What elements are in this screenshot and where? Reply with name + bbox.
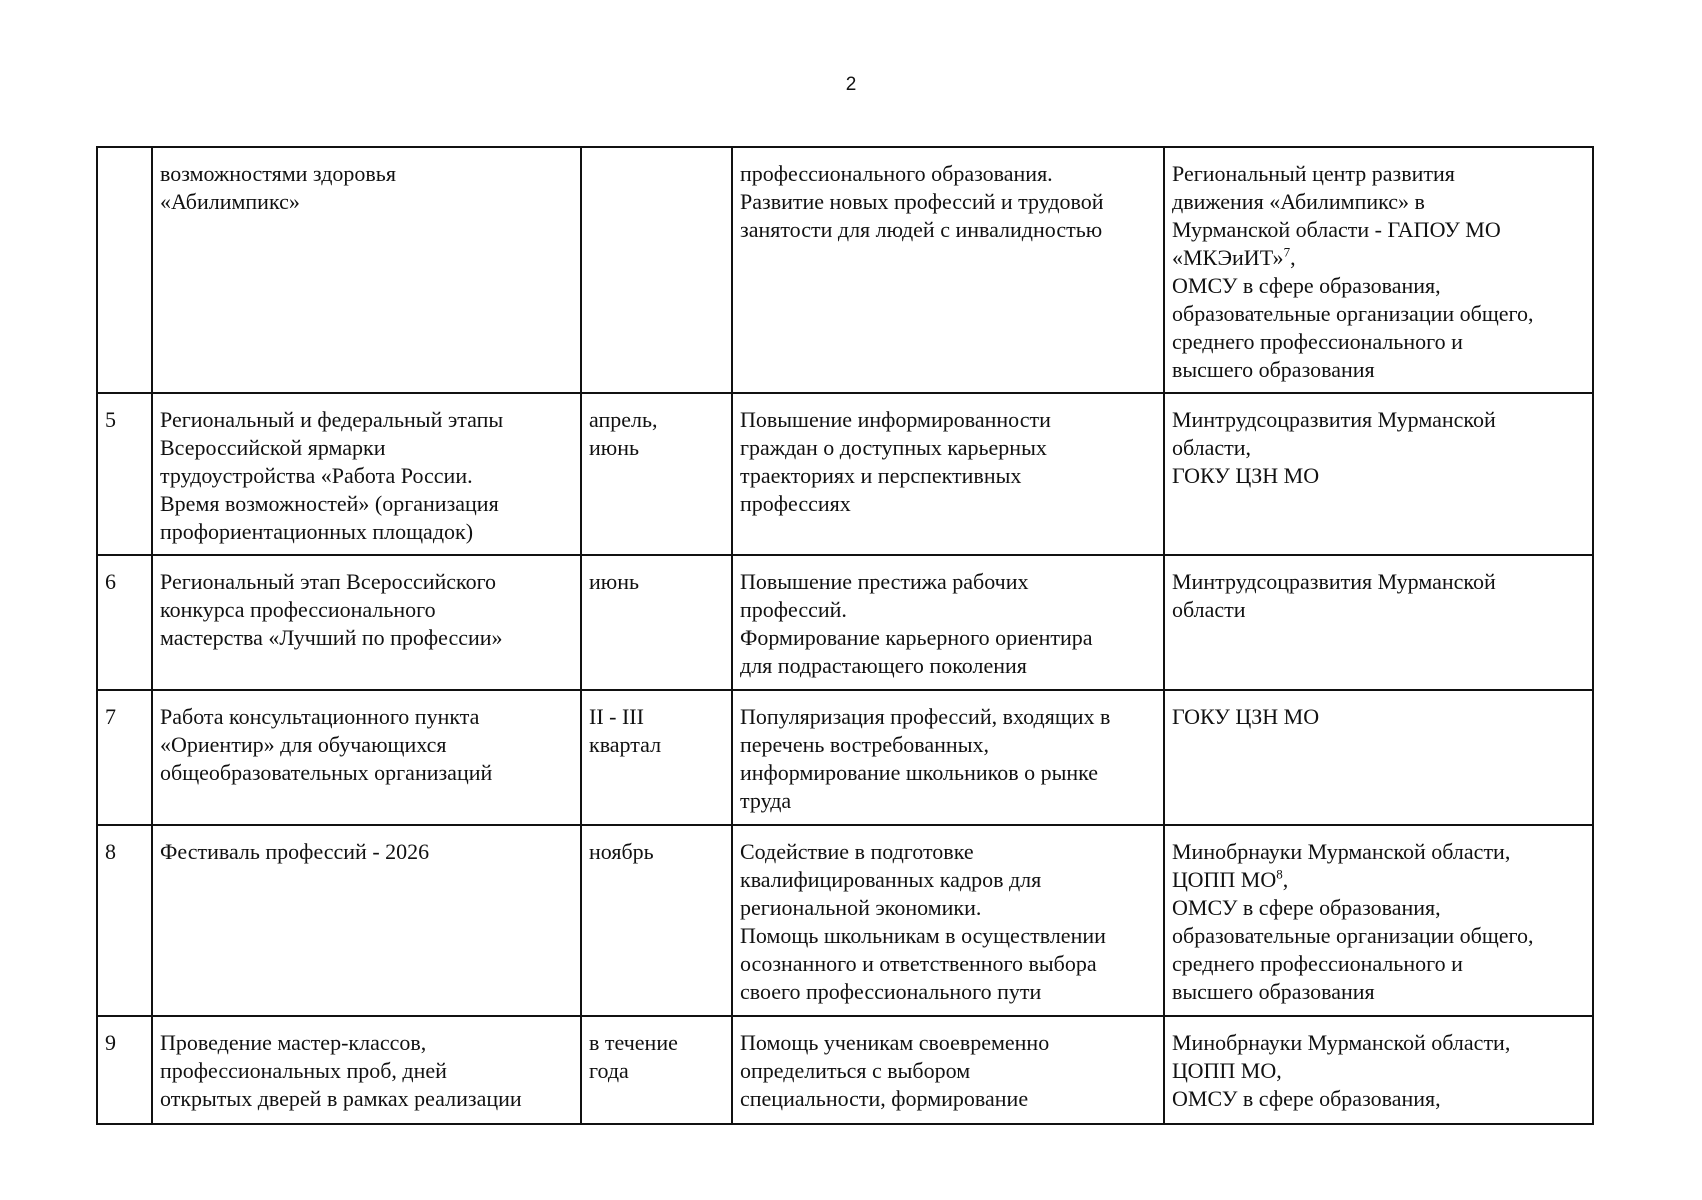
result-cell: [732, 147, 1164, 393]
event-line: «Ориентир» для обучающихся: [160, 732, 447, 757]
responsible-cell: [1164, 1016, 1593, 1124]
result-line: профессий.: [740, 597, 847, 622]
responsible-line: образовательные организации общего,: [1172, 301, 1534, 326]
responsible-line: среднего профессионального и: [1172, 329, 1463, 354]
result-line: траекториях и перспективных: [740, 463, 1022, 488]
responsible-cell: [1164, 147, 1593, 393]
term-line: квартал: [589, 732, 662, 757]
responsible-line: области,: [1172, 435, 1252, 460]
event-line: Региональный и федеральный этапы: [160, 407, 504, 432]
result-line: профессионального образования.: [740, 161, 1053, 186]
responsible-line: ГОКУ ЦЗН МО: [1172, 704, 1320, 729]
responsible-line: «МКЭиИТ»$^7$,: [1172, 244, 1296, 270]
result-line: граждан о доступных карьерных: [740, 435, 1047, 460]
result-line: своего профессионального пути: [740, 979, 1042, 1004]
responsible-line: области: [1172, 597, 1246, 622]
event-cell: [152, 690, 581, 825]
result-line: Повышение престижа рабочих: [740, 569, 1029, 594]
term-cell: [581, 825, 732, 1016]
responsible-line: среднего профессионального и: [1172, 951, 1463, 976]
term-cell: [581, 147, 732, 393]
result-line: Помощь школьникам в осуществлении: [740, 923, 1106, 948]
responsible-line: ГОКУ ЦЗН МО: [1172, 463, 1320, 488]
event-line: открытых дверей в рамках реализации: [160, 1086, 522, 1111]
row-number-cell: 5: [97, 393, 152, 555]
table-row: [97, 147, 1593, 393]
event-cell: [152, 1016, 581, 1124]
organization-name: ЦОПП МО: [1172, 867, 1277, 892]
event-cell: [152, 825, 581, 1016]
result-line: Популяризация профессий, входящих в: [740, 704, 1111, 729]
responsible-line: Региональный центр развития: [1172, 161, 1455, 186]
responsible-line: движения «Абилимпикс» в: [1172, 189, 1425, 214]
event-cell: [152, 555, 581, 690]
responsible-line: Минтрудсоцразвития Мурманской: [1172, 407, 1496, 432]
result-line: информирование школьников о рынке: [740, 760, 1099, 785]
event-line: Проведение мастер-классов,: [160, 1030, 427, 1055]
result-cell: [732, 690, 1164, 825]
result-line: Формирование карьерного ориентира: [740, 625, 1093, 650]
organization-name: «МКЭиИТ»: [1172, 245, 1284, 270]
result-line: Содействие в подготовке: [740, 839, 974, 864]
result-cell: [732, 1016, 1164, 1124]
result-line: профессиях: [740, 491, 851, 516]
event-cell: [152, 147, 581, 393]
responsible-line: Минобрнауки Мурманской области,: [1172, 839, 1511, 864]
result-line: занятости для людей с инвалидностью: [740, 217, 1103, 242]
event-cell: [152, 393, 581, 555]
result-line: перечень востребованных,: [740, 732, 989, 757]
table-row: [97, 393, 1593, 555]
result-line: региональной экономики.: [740, 895, 982, 920]
term-line: года: [589, 1058, 629, 1083]
result-line: Развитие новых профессий и трудовой: [740, 189, 1104, 214]
row-number-cell: 8: [97, 825, 152, 1016]
term-cell: [581, 555, 732, 690]
term-cell: [581, 393, 732, 555]
event-line: Всероссийской ярмарки: [160, 435, 386, 460]
result-line: Помощь ученикам своевременно: [740, 1030, 1050, 1055]
footnote-marker: 8: [1276, 866, 1283, 882]
result-cell: [732, 555, 1164, 690]
result-line: квалифицированных кадров для: [740, 867, 1042, 892]
event-line: Время возможностей» (организация: [160, 491, 499, 516]
responsible-line: ЦОПП МО,: [1172, 1058, 1282, 1083]
responsible-line: высшего образования: [1172, 979, 1375, 1004]
responsible-line: ОМСУ в сфере образования,: [1172, 273, 1441, 298]
term-line: II - III: [589, 704, 644, 729]
result-line: для подрастающего поколения: [740, 653, 1027, 678]
result-line: определиться с выбором: [740, 1058, 971, 1083]
term-line: апрель,: [589, 407, 658, 432]
row-number-cell: 7: [97, 690, 152, 825]
table-row: [97, 555, 1593, 690]
responsible-cell: [1164, 393, 1593, 555]
result-line: труда: [740, 788, 792, 813]
responsible-line: Минобрнауки Мурманской области,: [1172, 1030, 1511, 1055]
event-line: конкурса профессионального: [160, 597, 436, 622]
footnote-marker: 7: [1283, 244, 1291, 260]
table-row: [97, 690, 1593, 825]
responsible-cell: [1164, 555, 1593, 690]
responsible-line: Минтрудсоцразвития Мурманской: [1172, 569, 1496, 594]
responsible-line: ОМСУ в сфере образования,: [1172, 1086, 1441, 1111]
term-line: ноябрь: [589, 839, 654, 864]
responsible-cell: [1164, 690, 1593, 825]
event-line: общеобразовательных организаций: [160, 760, 493, 785]
responsible-line: Мурманской области - ГАПОУ МО: [1172, 217, 1501, 242]
event-line: Региональный этап Всероссийского: [160, 569, 497, 594]
row-number-cell: 6: [97, 555, 152, 690]
page-number: 2: [845, 74, 857, 95]
events-table: [96, 146, 1594, 1125]
term-cell: [581, 690, 732, 825]
result-line: специальности, формирование: [740, 1086, 1029, 1111]
event-line: «Абилимпикс»: [160, 189, 300, 214]
term-line: июнь: [589, 435, 640, 460]
result-cell: [732, 825, 1164, 1016]
event-line: трудоустройства «Работа России.: [160, 463, 473, 488]
responsible-line: ОМСУ в сфере образования,: [1172, 895, 1441, 920]
result-line: Повышение информированности: [740, 407, 1051, 432]
term-line: июнь: [589, 569, 640, 594]
table-row: [97, 825, 1593, 1016]
term-cell: [581, 1016, 732, 1124]
result-line: осознанного и ответственного выбора: [740, 951, 1097, 976]
responsible-cell: [1164, 825, 1593, 1016]
event-line: Фестиваль профессий - 2026: [160, 839, 430, 864]
event-line: Работа консультационного пункта: [160, 704, 480, 729]
event-line: возможностями здоровья: [160, 161, 396, 186]
responsible-line: ЦОПП $МО^8$,: [1172, 866, 1289, 892]
term-line: в течение: [589, 1030, 678, 1055]
responsible-line: образовательные организации общего,: [1172, 923, 1534, 948]
row-number-cell: 9: [97, 1016, 152, 1124]
result-cell: [732, 393, 1164, 555]
event-line: мастерства «Лучший по профессии»: [160, 625, 503, 650]
event-line: профориентационных площадок): [160, 519, 474, 544]
row-number-cell: [97, 147, 152, 393]
table-row: [97, 1016, 1593, 1124]
event-line: профессиональных проб, дней: [160, 1058, 447, 1083]
responsible-line: высшего образования: [1172, 357, 1375, 382]
